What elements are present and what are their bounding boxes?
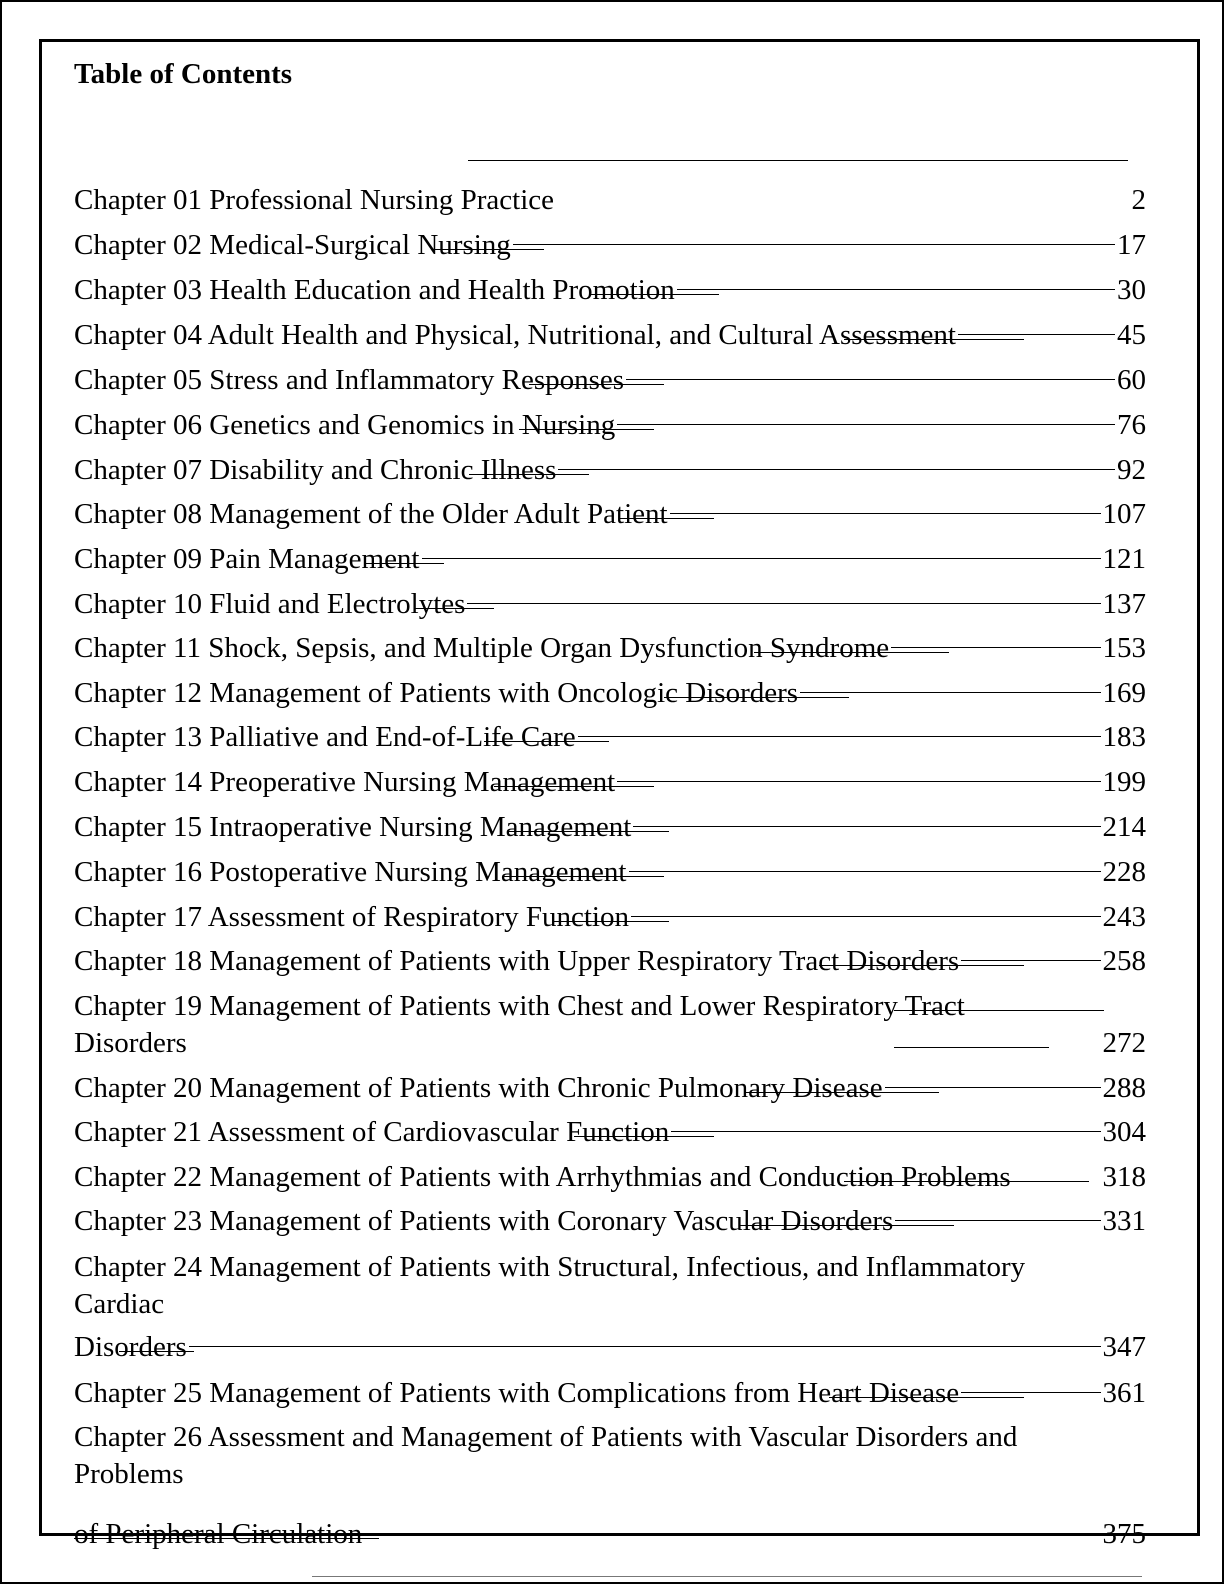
toc-page-number: 169 [1102,677,1146,709]
toc-leader-line [677,289,1115,290]
toc-entry-line [74,1375,1146,1412]
toc-page-number: 331 [1102,1205,1146,1237]
strike-through-mark [509,831,669,832]
toc-leader-line [629,871,1101,872]
toc-entry-line [74,675,1146,712]
toc-entry-line [74,272,1146,309]
toc-entry-line [74,899,1146,936]
strike-through-mark [434,249,544,250]
toc-leader-line [467,603,1100,604]
toc-entry-title: Chapter 05 Stress and Inflammatory Responses [74,364,625,396]
toc-page-number: 228 [1102,856,1146,888]
toc-page-number: 318 [1102,1161,1146,1193]
toc-entry-line [74,988,1146,1025]
toc-heading: Table of Contents [74,58,293,90]
toc-entry-line [74,1159,1146,1196]
toc-entry-title: Chapter 13 Palliative and End-of-Life Care [74,721,576,753]
toc-entry-line [74,496,1146,533]
toc-entry-line [74,586,1146,623]
toc-entry-title: Chapter 01 Professional Nursing Practice [74,184,555,216]
toc-leader-line [364,1533,1100,1534]
toc-entry-line [74,630,1146,667]
toc-leader-line [631,916,1101,917]
toc-leader-line [961,960,1100,961]
toc-leader-line [626,379,1115,380]
toc-leader-line [422,558,1101,559]
toc-entry-line [74,362,1146,399]
toc-page-number: 258 [1102,945,1146,977]
toc-entry-line [74,541,1146,578]
strike-through-mark [74,1538,379,1539]
toc-entry-line [74,1249,1146,1286]
toc-entry-title: Chapter 16 Postoperative Nursing Management [74,856,627,888]
toc-page-number: 304 [1102,1116,1146,1148]
toc-entry-title: Chapter 07 Disability and Chronic Illness [74,454,557,486]
toc-entry-title: Chapter 17 Assessment of Respiratory Function [74,901,629,933]
toc-leader-line [895,1220,1100,1221]
strike-through-mark [469,474,589,475]
toc-entry-title: Chapter 11 Shock, Sepsis, and Multiple Organ Dysfunction Syndrome [74,632,890,664]
toc-page-number: 92 [1117,454,1146,486]
toc-leader-line [633,826,1100,827]
strike-through-mark [529,384,664,385]
strike-through-mark [484,741,609,742]
toc-entry-line [74,719,1146,756]
strike-through-mark [894,1047,1049,1048]
toc-entry-line [74,1329,1146,1366]
toc-page-number: 76 [1117,409,1146,441]
toc-leader-line [513,244,1115,245]
strike-through-mark [504,876,664,877]
toc-page-number: 243 [1102,901,1146,933]
toc-page-number: 137 [1102,588,1146,620]
strike-through-mark [589,294,719,295]
toc-leader-line [891,647,1100,648]
toc-entry-line [74,1286,1146,1323]
toc-entry-line [74,1025,1146,1062]
toc-entry-title: Chapter 08 Management of the Older Adult Patient [74,498,668,530]
strike-through-mark [574,1136,714,1137]
strike-through-mark [119,1351,194,1352]
strike-through-mark [844,1181,1089,1182]
strike-through-mark [664,697,849,698]
toc-entry-line [74,764,1146,801]
toc-entry-title: Chapter 15 Intraoperative Nursing Management [74,811,632,843]
toc-leader-line [189,1346,1101,1347]
toc-entry-line [74,317,1146,354]
toc-entry-title: Disorders [74,1331,187,1363]
toc-entry-title: Chapter 09 Pain Management [74,543,420,575]
toc-leader-line [885,1087,1101,1088]
toc-entry-title: Chapter 25 Management of Patients with Complications from Heart Disease [74,1377,960,1409]
toc-page-number: 272 [1102,1027,1146,1059]
toc-entry-line [74,809,1146,846]
toc-leader-line [558,469,1115,470]
toc-entry-title: Chapter 19 Management of Patients with Chest and Lower Respiratory Tract [74,990,965,1022]
toc-entry-line [74,452,1146,489]
toc-entry-line [74,854,1146,891]
toc-entry-title: Chapter 10 Fluid and Electrolytes [74,588,466,620]
strike-through-mark [829,1397,1024,1398]
toc-leader-line [617,781,1100,782]
toc-page-number: 199 [1102,766,1146,798]
toc-entry-line [74,407,1146,444]
toc-entry-title: Chapter 20 Management of Patients with Chronic Pulmonary Disease [74,1072,883,1104]
toc-entry-title: Chapter 04 Adult Health and Physical, Nutritional, and Cultural Assessment [74,319,956,351]
toc-entry-title: Chapter 14 Preoperative Nursing Management [74,766,616,798]
toc-entry-line [74,1070,1146,1107]
toc-entry-line [74,1419,1146,1456]
toc-leader-line [961,1392,1100,1393]
strike-through-mark [744,1092,939,1093]
toc-entry-title: Chapter 22 Management of Patients with Arrhythmias and Conduction Problems [74,1161,1011,1193]
strike-through-mark [739,1225,954,1226]
toc-page-number: 45 [1117,319,1146,351]
toc-page-number: 107 [1102,498,1146,530]
toc-page-number: 375 [1102,1518,1146,1550]
toc-leader-line [800,692,1100,693]
toc-leader-line [958,334,1115,335]
toc-page-number: 121 [1102,543,1146,575]
strike-through-mark [414,608,494,609]
toc-entry-title: Chapter 21 Assessment of Cardiovascular Function [74,1116,670,1148]
toc-entry-line [74,1516,1146,1553]
toc-page-number: 183 [1102,721,1146,753]
strike-through-mark [554,921,669,922]
toc-entry-line [74,227,1146,264]
strike-through-mark [364,563,444,564]
toc-entry-title: Chapter 03 Health Education and Health Promotion [74,274,675,306]
toc-leader-line [578,736,1101,737]
toc-entry-title: Disorders [74,1027,187,1059]
toc-entry-line [74,182,1146,219]
toc-entry-title: Chapter 18 Management of Patients with Upper Respiratory Tract Disorders [74,945,960,977]
toc-entry-title: Chapter 12 Management of Patients with Oncologic Disorders [74,677,799,709]
toc-entry-line [74,1203,1146,1240]
strike-through-mark [519,429,654,430]
toc-page-number: 361 [1102,1377,1146,1409]
toc-page-number: 153 [1102,632,1146,664]
toc-entry-line [74,943,1146,980]
toc-page-number: 288 [1102,1072,1146,1104]
toc-entry-title: Chapter 26 Assessment and Management of Patients with Vascular Disorders and [74,1421,1018,1453]
toc-leader-line [617,424,1115,425]
toc-entry-title: Chapter 23 Management of Patients with Coronary Vascular Disorders [74,1205,894,1237]
footer-rule [312,1576,1142,1577]
toc-page-number: 30 [1117,274,1146,306]
toc-page-number: 347 [1102,1331,1146,1363]
toc-page-number: 17 [1117,229,1146,261]
toc-leader-line [670,513,1101,514]
toc-entry-title: Chapter 24 Management of Patients with Structural, Infectious, and Inflammatory [74,1251,1026,1283]
strike-through-mark [894,1010,1104,1011]
toc-page-number: 2 [1131,184,1146,216]
heading-rule [468,160,1128,161]
toc-page-number: 60 [1117,364,1146,396]
toc-entry-line [74,1114,1146,1151]
toc-entry-title: of Peripheral Circulation [74,1518,363,1550]
toc-entry-title: Chapter 02 Medical-Surgical Nursing [74,229,511,261]
toc-leader-line [671,1131,1100,1132]
toc-entry-line [74,1456,1146,1493]
strike-through-mark [494,786,654,787]
toc-entry-title: Cardiac [74,1288,165,1320]
strike-through-mark [819,965,1024,966]
toc-entry-title: Problems [74,1458,184,1490]
toc-page-number: 214 [1102,811,1146,843]
toc-entry-title: Chapter 06 Genetics and Genomics in Nursing [74,409,616,441]
strike-through-mark [844,339,1024,340]
strike-through-mark [619,518,714,519]
strike-through-mark [754,652,949,653]
